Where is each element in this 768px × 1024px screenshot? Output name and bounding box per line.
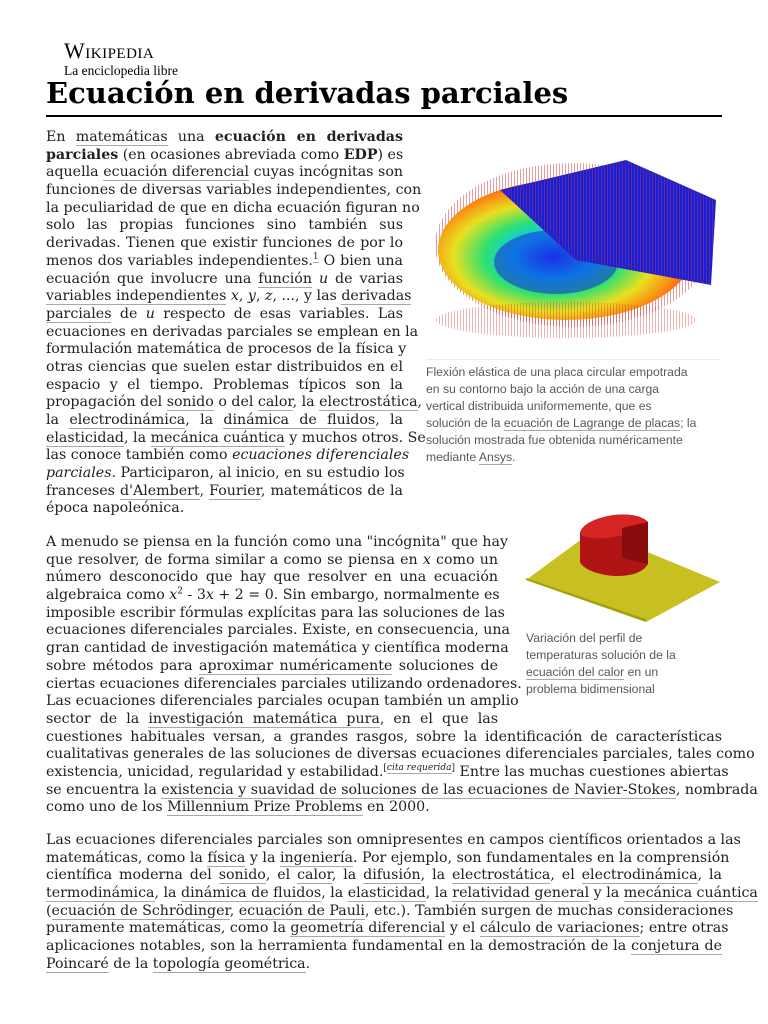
text-line: elasticidad, la mecánica cuántica y muchos otros. Se [46, 429, 426, 446]
text-line: se encuentra la existencia y suavidad de soluciones de las ecuaciones de Navier-Stokes, nombrada [46, 781, 758, 798]
text-line: aquella ecuación diferencial cuyas incógnitas son [46, 164, 404, 181]
link-calculo-de-variaciones[interactable]: cálculo de variaciones [479, 920, 640, 937]
link-calor[interactable]: calor [257, 394, 293, 411]
link-topologia-geometrica[interactable]: topología geométrica [152, 955, 306, 972]
link-navier-stokes[interactable]: existencia y suavidad de soluciones de las ecuaciones de Navier-Stokes [161, 781, 676, 798]
link-derivadas-parciales-cont[interactable]: parciales [46, 305, 112, 322]
text-line: que resolver, de forma similar a como se piensa en x como un [46, 551, 498, 568]
link-ecuacion-lagrange-placas[interactable]: ecuación de Lagrange de placas [503, 416, 681, 430]
text-line: propagación del sonido o del calor, la electrostática, [46, 394, 423, 411]
text-line: Las ecuaciones diferenciales parciales son omnipresentes en campos científicos orientados a las [46, 832, 741, 848]
link-elasticidad[interactable]: elasticidad [46, 429, 125, 446]
text-line: sobre métodos para aproximar numéricamente soluciones de [46, 657, 498, 674]
plate-deflection-image[interactable] [426, 130, 720, 352]
text-line: las conoce también como ecuaciones diferenciales [46, 447, 410, 464]
text-line: parciales de u respecto de esas variables. Las [46, 305, 403, 322]
link-electrostatica-2[interactable]: electrostática [452, 867, 551, 884]
link-ingenieria[interactable]: ingeniería [279, 849, 353, 866]
link-ansys[interactable]: Ansys [478, 450, 513, 464]
caption-heat: Variación del perfil de temperaturas solución de la ecuación del calor en un problema bidimensional [526, 631, 676, 696]
link-elasticidad-2[interactable]: elasticidad [347, 885, 426, 902]
text-line: sector de la investigación matemática pura, en el que las [46, 710, 498, 727]
text-line: parciales. Participaron, al inicio, en su estudio los [46, 465, 405, 482]
link-electrodinamica-2[interactable]: electrodinámica [581, 867, 698, 884]
text-line: la peculiaridad de que en dicha ecuación figuran no [46, 199, 420, 216]
text-line: imposible escribir fórmulas explícitas para las soluciones de las [46, 604, 505, 621]
text-line: formulación matemática de procesos de la física y [46, 341, 407, 358]
link-matematicas[interactable]: matemáticas [75, 129, 168, 145]
text-line: gran cantidad de investigación matemática y científica moderna [46, 640, 509, 657]
brand-tagline: La enciclopedia libre [64, 63, 178, 78]
link-ecuacion-schrodinger[interactable]: ecuación de Schrödinger [51, 902, 230, 919]
link-geometria-diferencial[interactable]: geometría diferencial [290, 920, 446, 937]
text-line: variables independientes x, y, z, ..., y las derivadas [46, 288, 412, 305]
link-electrostatica[interactable]: electrostática [319, 394, 418, 411]
paragraph-incognita [46, 534, 522, 729]
text-line: ecuación que involucre una función u de varias [46, 270, 403, 287]
text-line: matemáticas, como la física y la ingeniería. Por ejemplo, son fundamentales en la comprensión [46, 849, 730, 866]
link-mecanica-cuantica[interactable]: mecánica cuántica [150, 429, 285, 446]
text-line: existencia, unicidad, regularidad y estabilidad.[cita requerida] Entre las muchas cuestiones abiertas [46, 763, 729, 781]
text-line: ciertas ecuaciones diferenciales parciales utilizando ordenadores. [46, 675, 522, 692]
text-line: cualitativas generales de las soluciones de diversas ecuaciones diferenciales parciales, tales como [46, 746, 755, 763]
link-ecuacion-del-calor[interactable]: ecuación del calor [526, 665, 625, 679]
text-line: científica moderna del sonido, el calor, la difusión, la electrostática, el electrodinámica, la [46, 867, 722, 884]
brand-name: Wikipedia [64, 38, 155, 63]
link-electrodinamica[interactable]: electrodinámica [69, 412, 186, 428]
text-line: franceses d'Alembert, Fourier, matemáticos de la [46, 482, 403, 499]
reference-1[interactable]: 1 [312, 252, 319, 263]
text-line: A menudo se piensa en la función como una "incógnita" que hay [46, 534, 508, 550]
link-ecuacion-pauli[interactable]: ecuación de Pauli [238, 902, 365, 919]
page-title: Ecuación en derivadas parciales [46, 75, 722, 117]
link-fourier[interactable]: Fourier [209, 482, 261, 499]
text-line: época napoleónica. [46, 500, 185, 517]
link-investigacion-matematica-pura[interactable]: investigación matemática pura [148, 710, 380, 727]
link-calor-2[interactable]: calor [297, 867, 332, 884]
paragraph-omnipresentes [46, 832, 758, 974]
text-line: como uno de los Millennium Prize Problems en 2000. [46, 799, 430, 816]
figure-heat-equation [526, 500, 720, 698]
link-relatividad-general[interactable]: relatividad general [452, 885, 590, 902]
text-line: solo las propias funciones sino también sus [46, 217, 403, 234]
text-line: En matemáticas una ecuación en derivadas [46, 129, 403, 145]
text-line: derivadas. Tienen que existir funciones de por lo [46, 235, 403, 252]
wikipedia-logo[interactable] [64, 40, 178, 79]
text-line: número desconocido que hay que resolver en una ecuación [46, 569, 498, 586]
plate-deflection-graphic [426, 130, 720, 352]
link-termodinamica[interactable]: termodinámica [46, 885, 155, 902]
link-conjetura-poincare[interactable]: conjetura de [631, 938, 722, 955]
link-aproximar-numericamente[interactable]: aproximar numéricamente [199, 657, 393, 674]
link-mecanica-cuantica-2[interactable]: mecánica cuántica [623, 885, 758, 902]
figure-plate-deflection [426, 130, 720, 466]
text-line: espacio y el tiempo. Problemas típicos son la [46, 376, 403, 393]
text-line: funciones de diversas variables independientes, con [46, 182, 422, 199]
text-line: menos dos variables independientes.$^1$ O bien una [46, 252, 403, 269]
paragraph-incognita-cont [46, 728, 758, 817]
link-difusion[interactable]: difusión [363, 867, 421, 884]
heat-equation-graphic [526, 500, 720, 622]
text-line: termodinámica, la dinámica de fluidos, la elasticidad, la relatividad general y la mecánica cuántica [46, 885, 758, 902]
text-line: cuestiones habituales versan, a grandes rasgos, sobre la identificación de características [46, 728, 722, 745]
link-sonido-2[interactable]: sonido [218, 867, 266, 884]
link-fisica[interactable]: física [207, 849, 246, 866]
text-line: ecuaciones diferenciales parciales. Existe, en consecuencia, una [46, 622, 510, 639]
citation-needed-link[interactable]: cita requerida [386, 763, 452, 774]
caption-plate: Flexión elástica de una placa circular empotrada en su contorno bajo la acción de una carga vertical distribuida uniformemente, que es solución de la ecuación de Lagrange de placas; la solución mostrada fue obtenida numéricamente mediante Ansys. [426, 359, 720, 466]
link-variables-independientes[interactable]: variables independientes [46, 288, 227, 305]
paragraph-intro [46, 129, 426, 518]
text-line: puramente matemáticas, como la geometría diferencial y el cálculo de variaciones; entre otras [46, 920, 729, 937]
text-line: otras ciencias que suelen estar distribuidos en el [46, 358, 403, 375]
text-line: aplicaciones notables, son la herramienta fundamental en la demostración de la conjetura de [46, 938, 722, 955]
text-line: Las ecuaciones diferenciales parciales ocupan también un amplio [46, 693, 519, 710]
text-line: Poincaré de la topología geométrica. [46, 955, 311, 972]
link-ecuacion-diferencial[interactable]: ecuación diferencial [103, 164, 250, 181]
link-dinamica-de-fluidos[interactable]: dinámica de fluidos [223, 412, 376, 428]
heat-equation-image[interactable] [526, 500, 720, 622]
link-funcion[interactable]: función [258, 270, 312, 287]
link-dinamica-de-fluidos-2[interactable]: dinámica de fluidos [181, 885, 322, 902]
link-derivadas-parciales[interactable]: derivadas [341, 288, 412, 305]
link-sonido[interactable]: sonido [166, 394, 214, 411]
link-dalembert[interactable]: d'Alembert [120, 482, 200, 499]
text-line: la electrodinámica, la dinámica de fluidos, la [46, 412, 404, 428]
link-conjetura-poincare-cont[interactable]: Poincaré [46, 955, 109, 972]
text-line: ecuaciones en derivadas parciales se emplean en la [46, 323, 419, 340]
link-millennium-prize[interactable]: Millennium Prize Problems [167, 799, 363, 816]
text-line: parciales (en ocasiones abreviada como EDP) es [46, 146, 404, 163]
text-line: (ecuación de Schrödinger, ecuación de Pauli, etc.). También surgen de muchas consideraciones [46, 902, 734, 919]
text-line: algebraica como $x^2 - 3x + 2 = 0$. Sin embargo, normalmente es [46, 586, 500, 604]
